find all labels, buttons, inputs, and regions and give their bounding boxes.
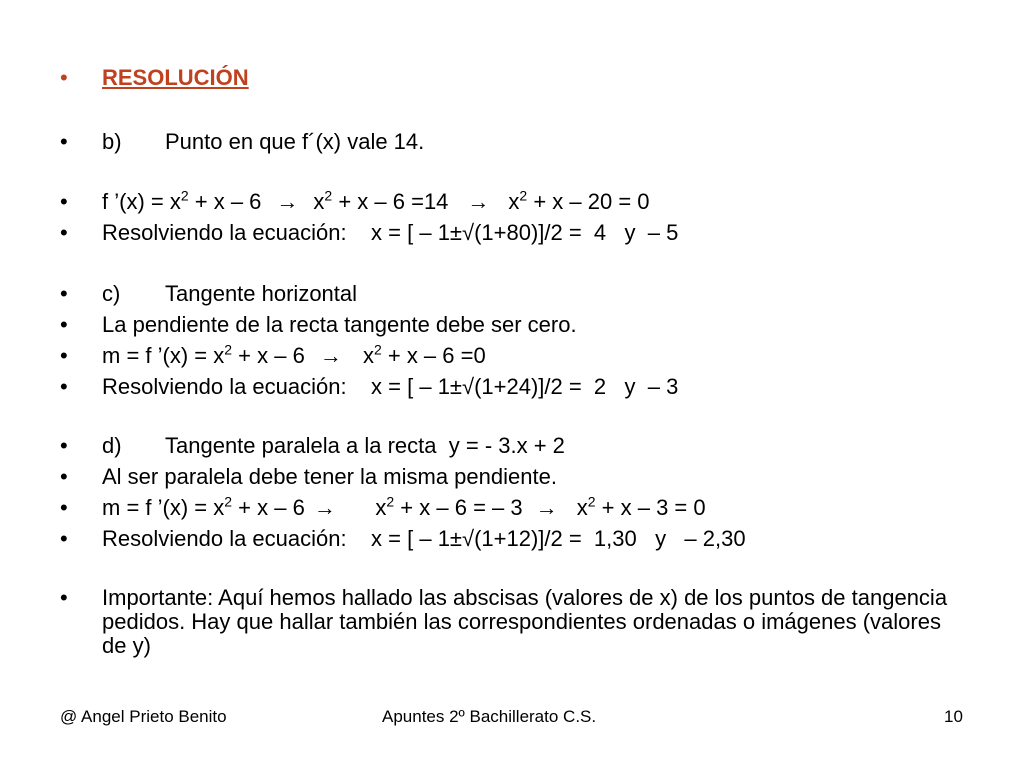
part-b-solution: Resolviendo la ecuación: x = [ – 1±√(1+80)]/2 = 4 y – 5 xyxy=(102,220,679,245)
bullet-icon: • xyxy=(60,374,68,399)
part-d-label: d) xyxy=(102,433,122,458)
arrow-right-icon: → xyxy=(535,495,558,520)
eq-part: + x – 6 xyxy=(188,189,262,214)
part-d-description: Al ser paralela debe tener la misma pendiente. xyxy=(102,464,557,489)
bullet-icon: • xyxy=(60,312,68,337)
exponent: 2 xyxy=(224,493,233,510)
part-c-solution: Resolviendo la ecuación: x = [ – 1±√(1+24)]/2 = 2 y – 3 xyxy=(102,374,679,399)
eq-part: + x – 6 xyxy=(232,343,305,368)
part-c-label: c) xyxy=(102,281,121,306)
part-c-description: La pendiente de la recta tangente debe ser cero. xyxy=(102,312,577,337)
footer-course: Apuntes 2º Bachillerato C.S. xyxy=(382,707,597,726)
bullet-icon: • xyxy=(60,65,68,90)
eq-part: + x – 20 = 0 xyxy=(527,189,650,214)
eq-part: x xyxy=(356,343,374,368)
exponent: 2 xyxy=(324,187,333,204)
eq-part: + x – 6 = – 3 xyxy=(394,495,523,520)
part-b-label: b) xyxy=(102,129,122,154)
exponent: 2 xyxy=(519,187,528,204)
eq-part: x xyxy=(570,495,588,520)
exponent: 2 xyxy=(180,187,189,204)
part-c-equation xyxy=(102,341,486,368)
footer-author: @ Angel Prieto Benito xyxy=(60,707,227,726)
bullet-icon: • xyxy=(60,220,68,245)
section-heading: RESOLUCIÓN xyxy=(102,65,249,90)
exponent: 2 xyxy=(224,341,233,358)
eq-part: m = f ’(x) = x xyxy=(102,495,225,520)
exponent: 2 xyxy=(587,493,596,510)
eq-part: x xyxy=(313,189,325,214)
bullet-icon: • xyxy=(60,464,68,489)
eq-part: + x – 3 = 0 xyxy=(595,495,706,520)
eq-part: x xyxy=(508,189,520,214)
bullet-icon: • xyxy=(60,129,68,154)
bullet-icon: • xyxy=(60,189,68,214)
important-note: Importante: Aquí hemos hallado las abscisas (valores de x) de los puntos de tangencia pedidos. Hay que hallar también las correspondientes ordenadas o imágenes (valores de y) xyxy=(102,585,948,658)
part-d-equation xyxy=(102,493,706,520)
exponent: 2 xyxy=(386,493,395,510)
bullet-icon: • xyxy=(60,433,68,458)
bullet-icon: • xyxy=(60,585,68,610)
exponent: 2 xyxy=(373,341,382,358)
arrow-right-icon: → xyxy=(313,495,336,520)
footer-page-number: 10 xyxy=(944,707,963,726)
part-d-solution: Resolviendo la ecuación: x = [ – 1±√(1+12)]/2 = 1,30 y – 2,30 xyxy=(102,526,746,551)
eq-part: + x – 6 =0 xyxy=(381,343,486,368)
part-d-title: Tangente paralela a la recta y = - 3.x + 2 xyxy=(165,433,565,458)
part-c-title: Tangente horizontal xyxy=(165,281,358,306)
eq-part: + x – 6 =14 xyxy=(332,189,449,214)
part-b-title: Punto en que f´(x) vale 14. xyxy=(165,129,425,154)
bullet-icon: • xyxy=(60,526,68,551)
arrow-right-icon: → xyxy=(467,189,490,214)
bullet-icon: • xyxy=(60,343,68,368)
eq-part: + x – 6 xyxy=(232,495,305,520)
arrow-right-icon: → xyxy=(276,189,299,214)
eq-part: x xyxy=(344,495,387,520)
arrow-right-icon: → xyxy=(319,343,342,368)
part-b-equation xyxy=(102,187,650,214)
eq-part: m = f ’(x) = x xyxy=(102,343,225,368)
bullet-icon: • xyxy=(60,495,68,520)
bullet-icon: • xyxy=(60,281,68,306)
eq-part: f ’(x) = x xyxy=(102,189,181,214)
